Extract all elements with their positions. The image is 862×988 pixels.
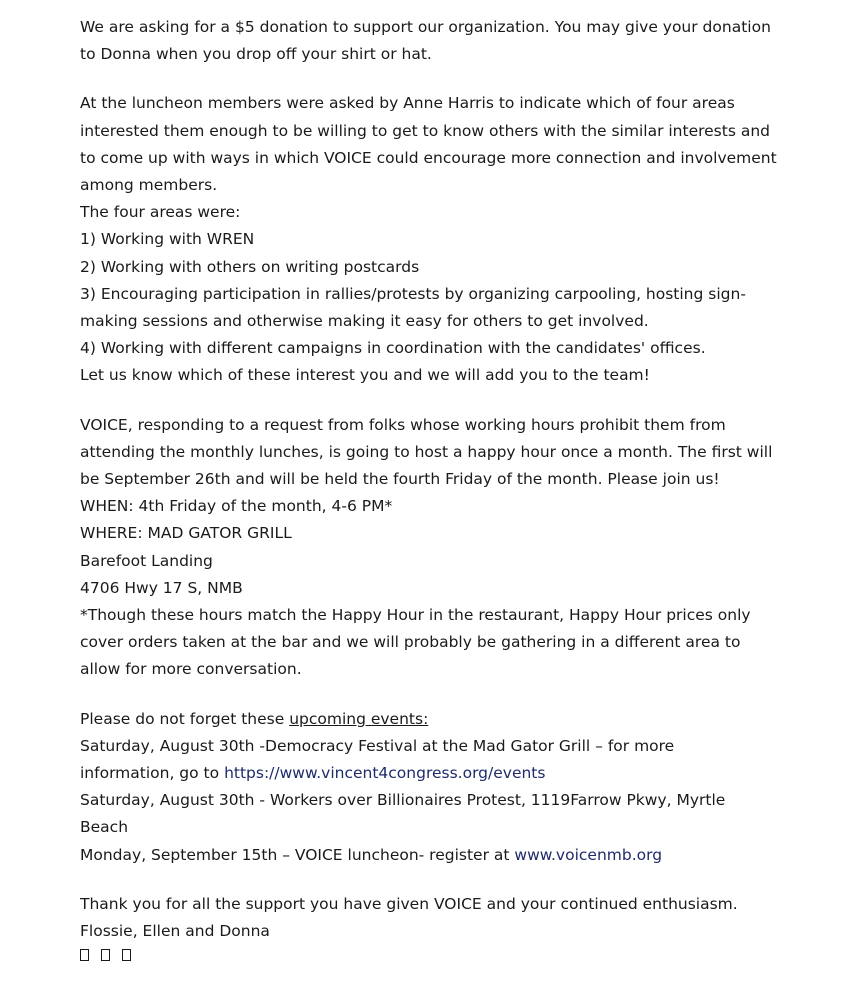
text-line: to come up with ways in which VOICE could encourage more connection and involvement — [80, 148, 777, 167]
missing-glyph-icon — [101, 949, 110, 961]
event-text: Monday, September 15th – VOICE luncheon- register at — [80, 845, 515, 864]
text-line: interested them enough to be willing to get to know others with the similar interests and — [80, 121, 770, 140]
event-line: Beach — [80, 818, 129, 837]
areas-intro: The four areas were: — [80, 203, 241, 222]
luncheon-paragraph — [80, 90, 800, 389]
text-line: attending the monthly lunches, is going to host a happy hour once a month. The first will — [80, 442, 773, 461]
missing-glyph-row — [80, 945, 800, 965]
paragraph-spacer — [80, 684, 800, 706]
newsletter-page — [80, 14, 800, 965]
vincent4congress-link[interactable]: https://www.vincent4congress.org/events — [224, 764, 546, 783]
paragraph-spacer — [80, 68, 800, 90]
event-text: information, go to — [80, 764, 225, 783]
missing-glyph-icon — [80, 949, 89, 961]
text-line: We are asking for a $5 donation to support our organization. You may give your donation — [80, 18, 771, 36]
text-line: to Donna when you drop off your shirt or hat. — [80, 45, 432, 64]
areas-closing: Let us know which of these interest you and we will add you to the team! — [80, 366, 650, 385]
area-item: 2) Working with others on writing postcards — [80, 257, 420, 276]
thanks-line: Thank you for all the support you have given VOICE and your continued enthusiasm. — [80, 894, 738, 913]
happy-hour-when: WHEN: 4th Friday of the month, 4-6 PM* — [80, 497, 393, 516]
happy-hour-address: 4706 Hwy 17 S, NMB — [80, 578, 243, 597]
donation-paragraph — [80, 14, 800, 68]
events-paragraph — [80, 706, 800, 869]
text-line: At the luncheon members were asked by Anne Harris to indicate which of four areas — [80, 94, 735, 113]
area-item: making sessions and otherwise making it easy for others to get involved. — [80, 312, 649, 331]
area-item: 1) Working with WREN — [80, 230, 255, 249]
happy-hour-paragraph — [80, 412, 800, 684]
missing-glyph-icon — [122, 949, 131, 961]
happy-hour-note: allow for more conversation. — [80, 660, 302, 679]
events-intro-text: Please do not forget these — [80, 709, 290, 728]
signature-line: Flossie, Ellen and Donna — [80, 922, 270, 941]
happy-hour-note: cover orders taken at the bar and we will probably be gathering in a different area to — [80, 633, 741, 652]
happy-hour-where: WHERE: MAD GATOR GRILL — [80, 524, 292, 543]
paragraph-spacer — [80, 869, 800, 891]
text-line: VOICE, responding to a request from folks whose working hours prohibit them from — [80, 415, 726, 434]
events-heading-underlined: upcoming events: — [289, 709, 429, 728]
happy-hour-note: *Though these hours match the Happy Hour in the restaurant, Happy Hour prices only — [80, 606, 751, 625]
voicenmb-link[interactable]: www.voicenmb.org — [514, 845, 663, 864]
text-line: among members. — [80, 176, 218, 195]
paragraph-spacer — [80, 390, 800, 412]
events-intro — [80, 706, 800, 733]
event-line: Saturday, August 30th -Democracy Festival at the Mad Gator Grill – for more — [80, 736, 675, 755]
event-line — [80, 842, 800, 869]
area-item: 3) Encouraging participation in rallies/protests by organizing carpooling, hosting sign- — [80, 284, 746, 303]
event-line — [80, 760, 800, 787]
text-line: be September 26th and will be held the fourth Friday of the month. Please join us! — [80, 470, 720, 489]
happy-hour-venue: Barefoot Landing — [80, 551, 213, 570]
closing-paragraph — [80, 891, 800, 965]
event-line: Saturday, August 30th - Workers over Billionaires Protest, 1119Farrow Pkwy, Myrtle — [80, 791, 726, 810]
area-item: 4) Working with different campaigns in coordination with the candidates' offices. — [80, 339, 706, 358]
